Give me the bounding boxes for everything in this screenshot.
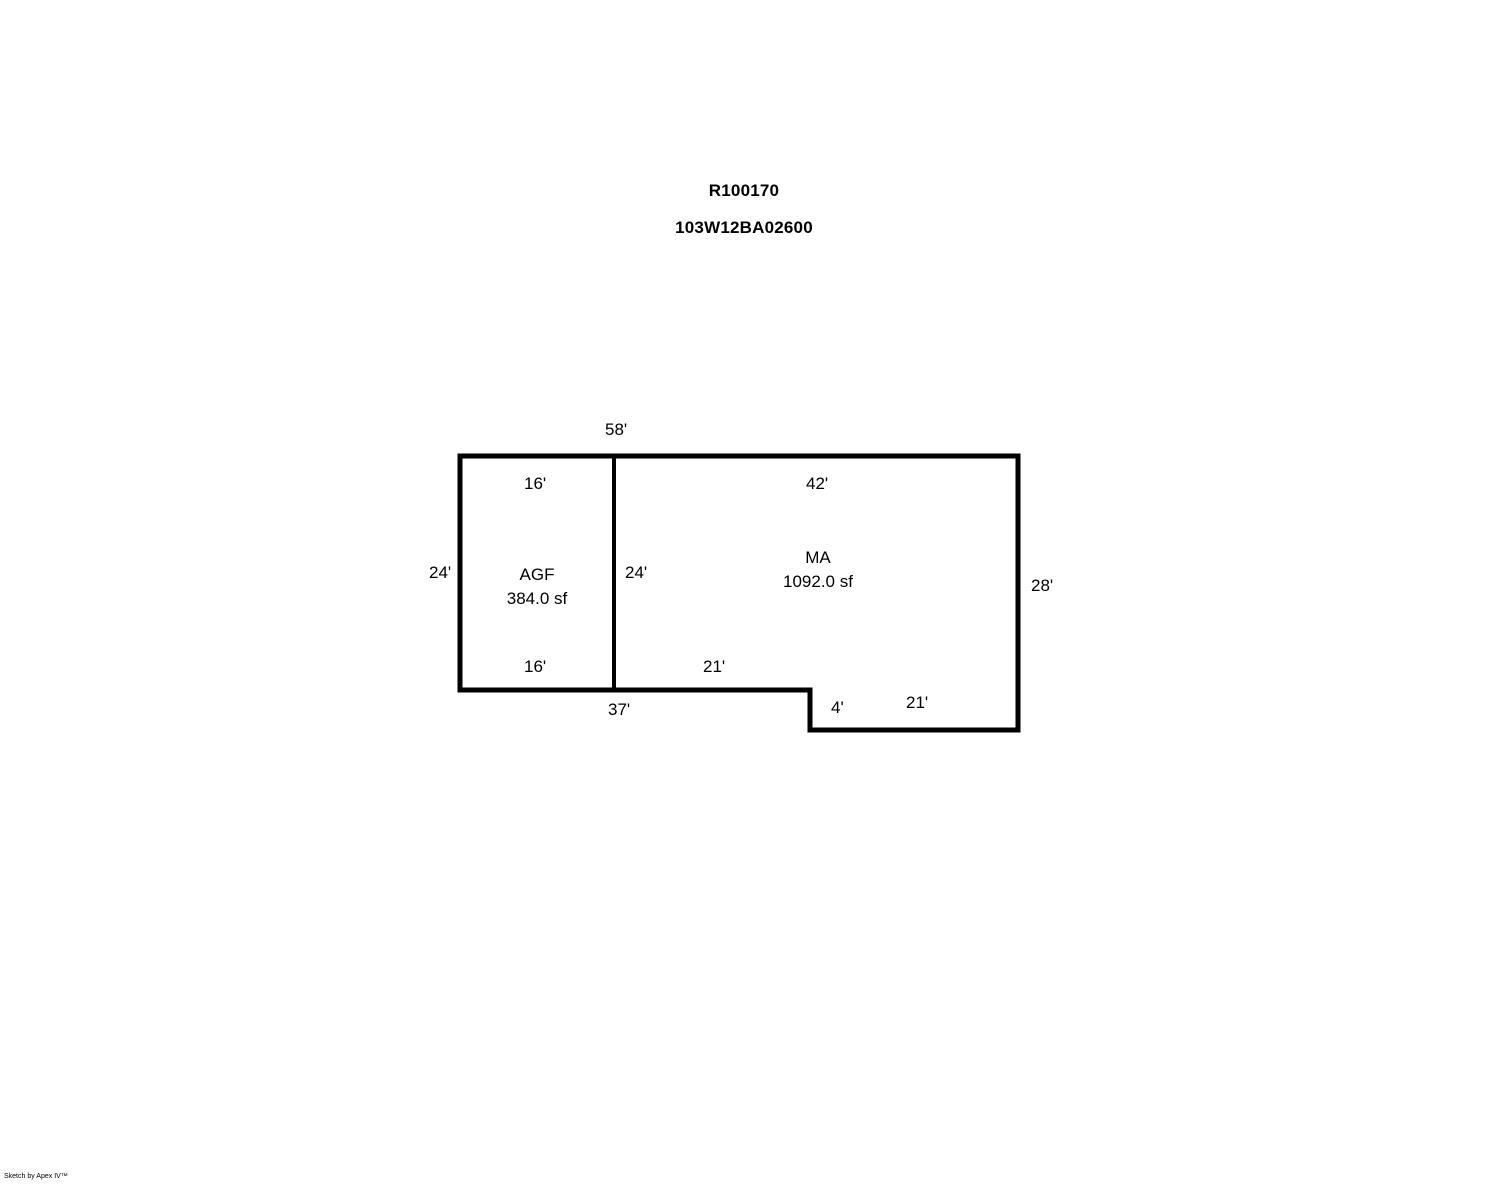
dim-interior-wall: 24' [625,563,648,582]
dim-notch-drop: 4' [831,698,844,717]
dim-ma-bottom-upper: 21' [703,657,726,676]
room-label-ma-area: 1092.0 sf [783,572,853,591]
room-label-ma-code: MA [805,548,831,567]
room-label-ma [718,546,918,594]
room-label-agf-area: 384.0 sf [506,589,568,608]
page-title-account-number: 103W12BA02600 [675,218,813,237]
dim-right-height: 28' [1031,576,1054,595]
dim-ma-top: 42' [806,474,829,493]
footer-credit: Sketch by Apex IV™ [4,1173,68,1180]
dim-agf-bottom: 16' [524,657,547,676]
dim-agf-top: 16' [524,474,547,493]
room-label-agf [462,563,612,611]
dim-left-height: 24' [429,563,452,582]
dim-top-overall: 58' [605,420,628,439]
room-label-agf-code: AGF [519,565,555,584]
dim-ma-bottom-lower: 21' [906,693,929,712]
dim-bottom-overall: 37' [608,700,631,719]
page-title-parcel-id: R100170 [708,181,780,200]
